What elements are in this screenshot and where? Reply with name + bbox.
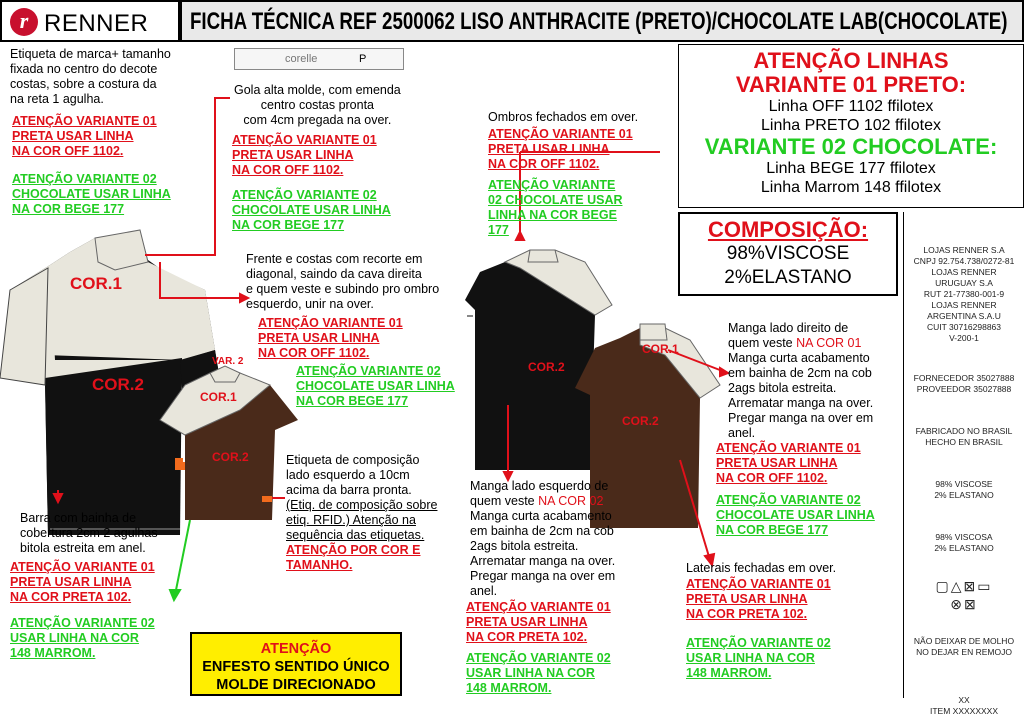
size-label-size: P [359, 53, 367, 65]
composition-heading: COMPOSIÇÃO: [707, 217, 869, 242]
note-collar: Gola alta molde, com emenda centro costas pronta com 4cm pregada na over. [234, 83, 401, 127]
care-symbols-icon: ▢△⊠▭ ⊗⊠ [935, 578, 993, 612]
note-comp-label: Etiqueta de composição lado esquerdo a 10cm acima da barra pronta. [286, 453, 420, 497]
lines-heading: ATENÇÃO LINHAS [753, 48, 949, 73]
note-hem: Barra com bainha de cobertura 2cm 2 agulhas bitola estreita em anel. [20, 511, 158, 555]
brand-name: RENNER [44, 10, 149, 37]
composition-line-1: 98%VISCOSE [726, 243, 850, 264]
note-shoulders: Ombros fechados em over. [488, 110, 639, 124]
garment-label-cor2: COR.2 [92, 375, 144, 394]
note-sleeve-right-b: Manga curta acabamento em bainha de 2cm na cob 2ags bitola estreita. Arrematar manga na over. Pregar manga na over em anel. [728, 351, 874, 440]
garment-label-back-small-cor2: COR.2 [622, 414, 659, 428]
note-sleeve-left-red: ATENÇÃO VARIANTE 01 PRETA USAR LINHA NA COR PRETA 102. [466, 600, 611, 644]
size-label-brand: corelle [285, 53, 318, 65]
attention-line-2: MOLDE DIRECIONADO [216, 677, 376, 693]
note-brand-green: ATENÇÃO VARIANTE 02 CHOCOLATE USAR LINHA NA COR BEGE 177 [12, 172, 171, 216]
note-collar-green: ATENÇÃO VARIANTE 02 CHOCOLATE USAR LINHA NA COR BEGE 177 [232, 188, 391, 232]
lines-variant-2: VARIANTE 02 CHOCOLATE: [704, 134, 998, 159]
note-front-panel: Frente e costas com recorte em diagonal, saindo da cava direita e quem veste e subindo pro ombro esquerdo, unir na over. [246, 252, 440, 311]
note-sleeve-left [470, 479, 615, 599]
note-brand-red: ATENÇÃO VARIANTE 01 PRETA USAR LINHA NA COR OFF 1102. [12, 114, 157, 158]
lines-variant-2-thread-1: Linha BEGE 177 ffilotex [766, 160, 936, 177]
care-label-composition-es: 98% VISCOSA 2% ELASTANO [934, 532, 994, 553]
garment-label-var2: VAR. 2 [212, 356, 244, 367]
note-front-green: ATENÇÃO VARIANTE 02 CHOCOLATE USAR LINHA NA COR BEGE 177 [296, 364, 455, 408]
note-front-red: ATENÇÃO VARIANTE 01 PRETA USAR LINHA NA COR OFF 1102. [258, 316, 403, 360]
care-label [903, 212, 1024, 716]
note-sleeve-left-color: NA COR 02 [538, 494, 604, 508]
attention-box [190, 632, 402, 696]
note-hem-red: ATENÇÃO VARIANTE 01 PRETA USAR LINHA NA COR PRETA 102. [10, 560, 155, 604]
attention-heading: ATENÇÃO [260, 641, 332, 657]
composition-box [678, 212, 898, 296]
note-shoulders-red: ATENÇÃO VARIANTE 01 PRETA USAR LINHA NA COR OFF 1102. [488, 127, 633, 171]
note-sleeve-left-a: Manga lado esquerdo de quem veste [470, 479, 609, 508]
note-sides: Laterais fechadas em over. [686, 561, 837, 575]
composition-line-2: 2%ELASTANO [724, 267, 852, 288]
logo-mark: r [10, 8, 38, 36]
note-comp-label-underlined: (Etiq. de composição sobre etiq. RFID.) Atenção na sequência das etiquetas. [286, 498, 438, 542]
note-hem-green: ATENÇÃO VARIANTE 02 USAR LINHA NA COR 148 MARROM. [10, 616, 155, 660]
care-label-made-in: FABRICADO NO BRASIL HECHO EN BRASIL [915, 426, 1013, 447]
thread-colors-panel [678, 44, 1024, 208]
page-title: FICHA TÉCNICA REF 2500062 LISO ANTHRACITE (PRETO)/CHOCOLATE LAB(CHOCOLATE) [190, 8, 1008, 35]
garment-label-back-cor1: COR.1 [642, 342, 679, 356]
care-label-warning: NÃO DEIXAR DE MOLHO NO DEJAR EN REMOJO [913, 636, 1015, 657]
lines-variant-1-thread-1: Linha OFF 1102 ffilotex [768, 98, 934, 115]
care-label-company: LOJAS RENNER S.A CNPJ 92.754.738/0272-81 LOJAS RENNER URUGUAY S.A RUT 21-77380-001-9 LOJAS RENNER ARGENTINA S.A.U CUIT 30716298863 V-200-1 [913, 245, 1015, 343]
care-label-item: XX ITEM XXXXXXXX [929, 695, 999, 716]
care-label-composition-pt: 98% VISCOSE 2% ELASTANO [934, 479, 994, 500]
garment-label-small-cor1: COR.1 [200, 390, 237, 404]
label-marker [175, 462, 185, 470]
note-collar-red: ATENÇÃO VARIANTE 01 PRETA USAR LINHA NA COR OFF 1102. [232, 133, 377, 177]
note-comp-label-red: ATENÇÃO POR COR E TAMANHO. [286, 543, 421, 572]
note-sides-red: ATENÇÃO VARIANTE 01 PRETA USAR LINHA NA COR PRETA 102. [686, 577, 831, 621]
note-sides-green: ATENÇÃO VARIANTE 02 USAR LINHA NA COR 148 MARROM. [686, 636, 831, 680]
lines-variant-1-thread-2: Linha PRETO 102 ffilotex [761, 117, 941, 134]
garment-label-small-cor2: COR.2 [212, 450, 249, 464]
note-sleeve-right-red: ATENÇÃO VARIANTE 01 PRETA USAR LINHA NA COR OFF 1102. [716, 441, 861, 485]
attention-line-1: ENFESTO SENTIDO ÚNICO [202, 659, 390, 675]
note-sleeve-right-color: NA COR 01 [796, 336, 862, 350]
note-brand-label: Etiqueta de marca+ tamanho fixada no centro do decote costas, sobre a costura da na reta 1 agulha. [10, 47, 171, 106]
note-sleeve-left-b: Manga curta acabamento em bainha de 2cm na cob 2ags bitola estreita. Arrematar manga na over. Pregar manga na over em anel. [470, 509, 616, 598]
label-marker-2 [262, 496, 272, 502]
lines-variant-1: VARIANTE 01 PRETO: [735, 72, 967, 97]
garment-label-cor1: COR.1 [70, 274, 122, 293]
note-sleeve-right [728, 321, 873, 441]
lines-variant-2-thread-2: Linha Marrom 148 ffilotex [760, 179, 942, 196]
note-sleeve-right-a: Manga lado direito de quem veste [728, 321, 849, 350]
garment-label-back-cor2: COR.2 [528, 360, 565, 374]
note-sleeve-right-green: ATENÇÃO VARIANTE 02 CHOCOLATE USAR LINHA NA COR BEGE 177 [716, 493, 875, 537]
care-label-supplier: FORNECEDOR 35027888 PROVEEDOR 35027888 [913, 373, 1015, 394]
note-sleeve-left-green: ATENÇÃO VARIANTE 02 USAR LINHA NA COR 148 MARROM. [466, 651, 611, 695]
note-shoulders-green: ATENÇÃO VARIANTE 02 CHOCOLATE USAR LINHA NA COR BEGE 177 [488, 178, 623, 237]
